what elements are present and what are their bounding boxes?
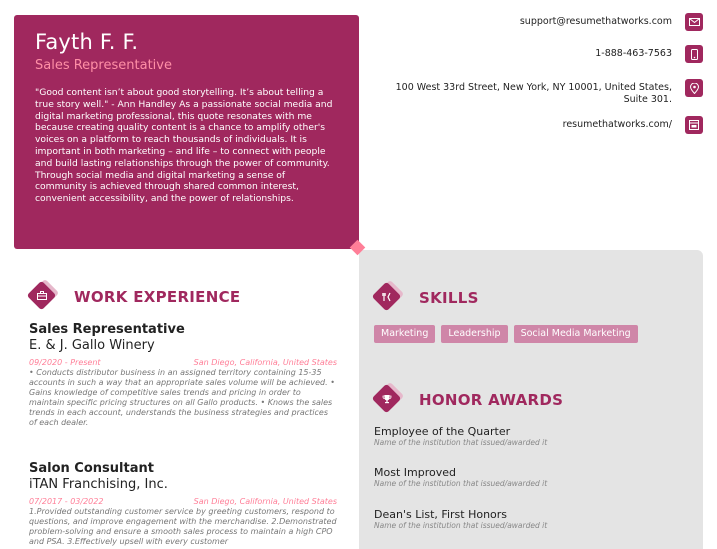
skill-tag: Marketing xyxy=(374,325,435,343)
award-institution: Name of the institution that issued/awarded it xyxy=(374,438,548,447)
job-meta xyxy=(29,497,337,507)
job-dates: 07/2017 - 03/2022 xyxy=(29,497,104,506)
web-icon xyxy=(685,116,703,134)
award-name: Dean's List, First Honors xyxy=(374,508,508,521)
contact-address-row xyxy=(363,79,703,116)
award-item xyxy=(374,466,547,488)
candidate-title: Sales Representative xyxy=(35,58,172,73)
award-institution: Name of the institution that issued/awarded it xyxy=(374,521,548,530)
work-experience-heading xyxy=(29,280,240,314)
address-line-2: Suite 301. xyxy=(623,94,672,105)
skill-list xyxy=(374,325,638,343)
job-location: San Diego, California, United States xyxy=(193,358,337,367)
job-entry xyxy=(29,322,337,428)
award-item xyxy=(374,425,547,447)
award-institution: Name of the institution that issued/awarded it xyxy=(374,479,548,488)
contact-address xyxy=(396,79,672,106)
job-dates: 09/2020 - Present xyxy=(29,358,101,367)
job-meta xyxy=(29,358,337,368)
address-line-1: 100 West 33rd Street, New York, NY 10001, United States, xyxy=(395,82,672,93)
job-location: San Diego, California, United States xyxy=(193,497,337,506)
job-title: Sales Representative xyxy=(29,322,185,337)
job-description: 1.Provided outstanding customer service by greeting customers, respond to questions, and improve engagement with the merchandise. 2.Demonstrated problem-solving and ensure a smooth sales process to maintain a high CPO and PSA. 3.Effectively upsell with every customer xyxy=(29,507,337,546)
award-name: Most Improved xyxy=(374,466,456,479)
contact-phone-row xyxy=(363,45,703,79)
contact-website-row xyxy=(363,116,703,134)
contact-phone[interactable]: 1-888-463-7563 xyxy=(595,48,672,59)
job-company: E. & J. Gallo Winery xyxy=(29,338,155,353)
job-description: • Conducts distributor business in an assigned territory containing 15-35 accounts in such a way that an appropriate sales volume will be achieved. • Gains knowledge of competitive sales trends and pricing in order to maintain specific pricing structures on all Gallo products. • Knows the sales trends in each account, understands the business strategies and practices of each dealer. xyxy=(29,368,335,427)
job-entry xyxy=(29,461,337,547)
profile-summary: "Good content isn’t about good storytelling. It’s about telling a true story well." - Ann Handley As a passionate social media and digital marketing professional, this quote resonates with me because creating quality content is a chance to amplify other's voices on a platform to reach thousands of individuals. It is important in both marketing – and life – to connect with people and build lasting relationships through the power of community. Through social media and digital marketing a sense of community is achieved through shared common interest, convenient accessibility, and the power of relationships. xyxy=(35,87,333,205)
job-company: iTAN Franchising, Inc. xyxy=(29,477,168,492)
skill-tag: Social Media Marketing xyxy=(514,325,638,343)
contact-email-row xyxy=(363,13,703,45)
skills-heading xyxy=(374,281,479,315)
awards-title: HONOR AWARDS xyxy=(419,391,564,409)
trophy-icon xyxy=(374,383,408,417)
profile-header xyxy=(14,15,359,249)
skills-title: SKILLS xyxy=(419,289,479,307)
briefcase-icon xyxy=(29,280,63,314)
envelope-icon xyxy=(685,13,703,31)
tools-icon xyxy=(374,281,408,315)
candidate-name: Fayth F. F. xyxy=(35,30,139,54)
skill-tag: Leadership xyxy=(441,325,507,343)
map-pin-icon xyxy=(685,79,703,97)
awards-heading xyxy=(374,383,563,417)
contact-info xyxy=(363,13,703,134)
contact-website[interactable]: resumethatworks.com/ xyxy=(562,119,672,130)
job-title: Salon Consultant xyxy=(29,461,154,476)
award-item xyxy=(374,508,547,530)
phone-icon xyxy=(685,45,703,63)
contact-email[interactable]: support@resumethatworks.com xyxy=(519,16,672,27)
award-name: Employee of the Quarter xyxy=(374,425,511,438)
work-experience-title: WORK EXPERIENCE xyxy=(74,288,241,306)
